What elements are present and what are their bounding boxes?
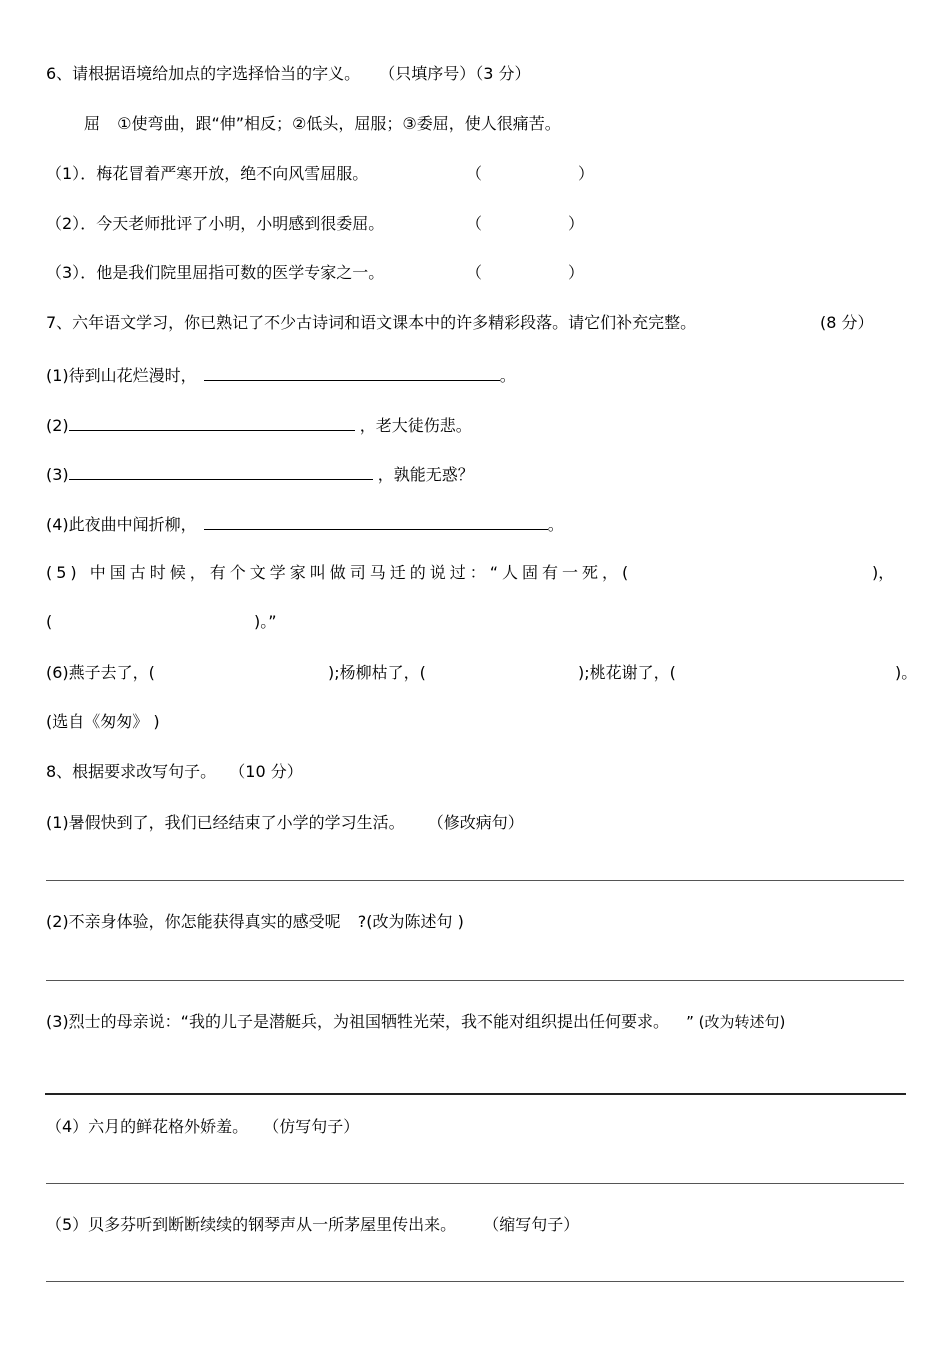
q8-s1-text: (1)暑假快到了，我们已经结束了小学的学习生活。 — [46, 813, 405, 832]
q6-meanings — [84, 114, 561, 134]
q6-item-3 — [46, 263, 384, 283]
q6-note: （只填序号）（3 分） — [379, 64, 531, 83]
q8-sentence-4 — [46, 1117, 359, 1137]
q7-line-6-source: (选自《匆匆》 ) — [46, 712, 160, 731]
q7-line-2 — [46, 414, 472, 436]
q6-item-text: ．梅花冒着严寒开放，绝不向风雪屈服。 — [80, 164, 369, 183]
q6-item-num: （2） — [46, 214, 81, 233]
q6-answer-3-close: ） — [568, 263, 585, 282]
q7-blank-4[interactable] — [204, 513, 548, 530]
q6-item-text: ．他是我们院里屈指可数的医学专家之一。 — [80, 263, 385, 282]
q8-s4-text: （4）六月的鲜花格外娇羞。 — [46, 1117, 249, 1136]
q7-line-6c: );桃花谢了，( — [578, 663, 676, 682]
q6-item-num: （1） — [46, 164, 81, 183]
q8-answer-line-5[interactable] — [46, 1281, 904, 1282]
q6-title — [46, 64, 531, 84]
q6-item-text: ．今天老师批评了小明，小明感到很委屈。 — [80, 214, 385, 233]
q6-meanings-text: ①使弯曲，跟“伸”相反；②低头，屈服；③委屈，使人很痛苦。 — [117, 114, 561, 133]
q7-blank-2[interactable] — [69, 414, 355, 431]
q6-answer-2-close: ） — [568, 214, 585, 233]
q7-line-5b-close: )。” — [254, 612, 277, 631]
q8-sentence-3 — [46, 1012, 785, 1032]
q6-answer-1-open: （ — [466, 164, 483, 183]
q7-line-6d: )。 — [895, 663, 918, 682]
q8-s2-text: (2)不亲身体验，你怎能获得真实的感受呢 — [46, 912, 341, 931]
q7-line-6a: (6)燕子去了，( — [46, 663, 155, 682]
q8-sentence-1 — [46, 813, 524, 833]
q6-item-1 — [46, 164, 368, 184]
q8-sentence-5 — [46, 1215, 579, 1235]
q7-line-2-prefix: (2) — [46, 416, 69, 435]
q6-char: 屈 — [84, 114, 101, 133]
q8-sentence-2 — [46, 912, 464, 932]
q7-blank-3[interactable] — [69, 463, 373, 480]
q8-answer-line-2[interactable] — [46, 980, 904, 981]
q8-answer-line-3[interactable] — [45, 1093, 906, 1095]
q8-s2-requirement: ?(改为陈述句 ) — [357, 912, 464, 931]
q8-score: （10 分） — [229, 762, 303, 781]
q7-line-3-prefix: (3) — [46, 465, 69, 484]
q6-title-text: 6、请根据语境给加点的字选择恰当的字义。 — [46, 64, 361, 83]
q7-line-5-text: (5) 中国古时候，有个文学家叫做司马迁的说过：“人固有一死，( — [46, 563, 633, 582]
q7-line-3-suffix: ，孰能无惑？ — [377, 465, 474, 484]
q7-line-5-end: )， — [872, 563, 895, 582]
q6-answer-2-open: （ — [466, 214, 483, 233]
q7-line-1 — [46, 364, 516, 386]
q8-s1-requirement: （修改病句） — [427, 813, 524, 832]
q7-line-2-suffix: ，老大徒伤悲。 — [359, 416, 472, 435]
q6-answer-3-open: （ — [466, 263, 483, 282]
q8-s5-text: （5）贝多芬听到断断续续的钢琴声从一所茅屋里传出来。 — [46, 1215, 457, 1234]
q7-line-1-prefix: (1)待到山花烂漫时， — [46, 366, 197, 385]
q7-line-6b: );杨柳枯了，( — [328, 663, 426, 682]
q6-item-num: （3） — [46, 263, 81, 282]
q7-line-5b-open: ( — [46, 612, 53, 631]
q8-title — [46, 762, 303, 782]
q7-title: 7、六年语文学习，你已熟记了不少古诗词和语文课本中的许多精彩段落。请它们补充完整。 — [46, 313, 697, 332]
q8-s4-requirement: （仿写句子） — [263, 1117, 360, 1136]
q8-title-text: 8、根据要求改写句子。 — [46, 762, 217, 781]
q7-line-4-prefix: (4)此夜曲中闻折柳， — [46, 515, 197, 534]
q8-s5-requirement: （缩写句子） — [483, 1215, 580, 1234]
q6-item-2 — [46, 214, 384, 234]
q8-answer-line-4[interactable] — [46, 1183, 904, 1184]
q8-s3-requirement: ” (改为转述句) — [686, 1013, 786, 1031]
q6-answer-1-close: ） — [578, 164, 595, 183]
q7-line-1-suffix: 。 — [499, 366, 516, 385]
q8-s3-text: (3)烈士的母亲说：“我的儿子是潜艇兵，为祖国牺牲光荣，我不能对组织提出任何要求。 — [46, 1012, 669, 1031]
q7-blank-1[interactable] — [204, 364, 500, 381]
q7-line-4-suffix: 。 — [547, 515, 564, 534]
q7-line-4 — [46, 513, 564, 535]
q7-line-3 — [46, 463, 474, 485]
q8-answer-line-1[interactable] — [46, 880, 904, 881]
q7-score: (8 分） — [820, 313, 874, 332]
